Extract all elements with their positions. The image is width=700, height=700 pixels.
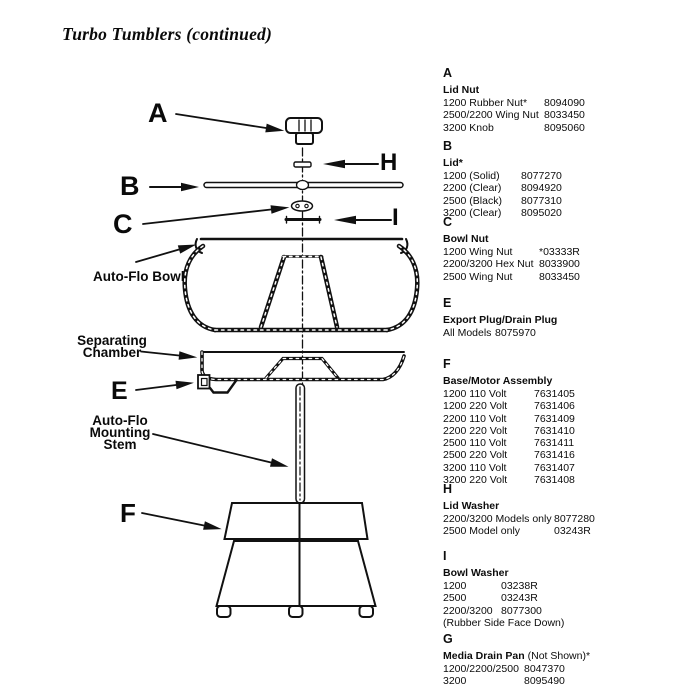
base-motor-part <box>217 503 376 617</box>
part-number: 7631408 <box>534 474 575 487</box>
bowl-nut-part <box>292 201 313 211</box>
parts-section-media-drain-pan <box>443 632 699 688</box>
part-label: 3200 110 Volt <box>443 461 507 474</box>
part-row <box>443 675 699 687</box>
callout-letter-i: I <box>392 204 399 231</box>
part-number: *03333R <box>539 246 580 258</box>
arrow-a <box>176 114 284 132</box>
parts-section-lid-washer <box>443 482 699 538</box>
part-label: 3200 Knob <box>443 121 494 134</box>
parts-section-base-motor <box>443 357 699 486</box>
separating-chamber-label-line1: Separating <box>77 333 147 348</box>
part-number: 7631416 <box>534 449 575 462</box>
part-label: 2500 <box>443 592 467 605</box>
callout-letter-b: B <box>120 171 140 201</box>
lid-knob-part <box>286 118 322 144</box>
part-number: 7631411 <box>534 437 575 450</box>
part-label: 1200 110 Volt <box>443 388 507 400</box>
part-number: 7631407 <box>534 461 575 474</box>
section-heading-suffix: (Not Shown)* <box>524 650 591 662</box>
part-number: 8033900 <box>539 258 580 271</box>
part-row <box>443 413 699 425</box>
part-row <box>443 513 699 525</box>
part-row <box>443 400 699 412</box>
arrow-i <box>334 216 391 224</box>
part-number: 03243R <box>554 525 591 538</box>
part-row <box>443 605 699 617</box>
section-letter: E <box>443 296 452 310</box>
part-label: 2500/2200 Wing Nut <box>443 109 539 122</box>
separating-chamber-part <box>198 352 404 393</box>
export-drain-plug-part <box>198 375 237 393</box>
separating-chamber-label <box>68 335 156 358</box>
part-number: 03243R <box>501 592 538 605</box>
part-number: 8033450 <box>544 109 585 122</box>
part-label: 1200 (Solid) <box>443 170 500 182</box>
parts-section-export-plug <box>443 296 699 339</box>
part-number: 03238R <box>501 580 538 592</box>
part-label: All Models <box>443 327 492 339</box>
part-number: 7631409 <box>534 412 575 425</box>
part-row <box>443 663 699 675</box>
arrow-stem <box>153 434 289 467</box>
part-row <box>443 462 699 474</box>
part-row <box>443 246 699 258</box>
parts-section-lid-nut <box>443 66 699 134</box>
part-label: 2500 220 Volt <box>443 449 508 462</box>
part-number: 8094920 <box>521 182 562 195</box>
part-number: 7631410 <box>534 424 575 437</box>
section-letter: I <box>443 549 447 563</box>
arrow-h <box>323 160 378 169</box>
page-title: Turbo Tumblers (continued) <box>62 24 273 44</box>
section-letter: G <box>443 632 453 646</box>
part-row <box>443 580 699 592</box>
section-letter: B <box>443 139 453 153</box>
callout-letter-a: A <box>148 98 168 128</box>
parts-section-lid <box>443 139 699 219</box>
part-row <box>443 271 699 283</box>
callout-letter-e: E <box>111 377 128 405</box>
section-letter: A <box>443 66 453 80</box>
part-label: 3200 <box>443 675 467 688</box>
mounting-stem-label-line1: Auto-Flo <box>92 413 148 428</box>
part-number: 8077270 <box>521 170 562 182</box>
separating-chamber-label-line2: Chamber <box>82 344 142 360</box>
part-label: 2200/3200 <box>443 604 493 617</box>
section-letter: F <box>443 357 451 371</box>
part-row <box>443 122 699 134</box>
section-heading: Base/Motor Assembly <box>443 375 553 387</box>
arrow-b <box>150 183 199 192</box>
part-label: 1200 Wing Nut <box>443 246 513 258</box>
part-number: 8077280 <box>554 513 595 525</box>
part-label: 2200 220 Volt <box>443 424 508 437</box>
part-label: 1200 <box>443 580 467 592</box>
part-label: 1200/2200/2500 <box>443 663 519 675</box>
part-label: 2500 Wing Nut <box>443 270 513 283</box>
part-label: 2200/3200 Models only <box>443 513 552 525</box>
mounting-stem-label <box>86 415 154 451</box>
part-label: 3200 (Clear) <box>443 206 502 219</box>
part-number: 8094090 <box>544 97 585 109</box>
part-row <box>443 97 699 109</box>
part-row <box>443 449 699 461</box>
part-number: 8075970 <box>495 327 536 339</box>
part-number: 8077310 <box>521 194 562 207</box>
section-heading: Bowl Washer <box>443 567 509 579</box>
part-row <box>443 258 699 270</box>
parts-section-bowl-nut <box>443 215 699 283</box>
lid-part <box>204 181 403 190</box>
section-heading <box>443 650 699 663</box>
arrow-f <box>142 513 222 530</box>
part-number: 7631406 <box>534 400 575 413</box>
section-heading: Lid Nut <box>443 84 480 96</box>
part-label: 2200 110 Volt <box>443 412 507 425</box>
part-row <box>443 437 699 449</box>
arrow-bowl <box>136 245 196 263</box>
arrow-e <box>136 381 194 390</box>
part-number: 8047370 <box>524 663 565 675</box>
section-note: (Rubber Side Face Down) <box>443 616 565 629</box>
part-number: 8095060 <box>544 121 585 134</box>
lid-washer-part <box>294 162 311 167</box>
part-row <box>443 182 699 194</box>
parts-section-bowl-washer <box>443 549 699 629</box>
part-row <box>443 425 699 437</box>
mounting-stem-label-line2: Mounting <box>89 425 151 440</box>
part-label: 1200 Rubber Nut* <box>443 97 528 109</box>
section-heading: Lid Washer <box>443 500 500 512</box>
callout-letter-f: F <box>120 498 136 528</box>
auto-flo-bowl-label: Auto-Flo Bowl <box>93 269 185 284</box>
section-heading: Lid* <box>443 157 463 169</box>
part-row <box>443 327 699 339</box>
section-heading-bold: Media Drain Pan <box>443 650 525 662</box>
section-heading: Export Plug/Drain Plug <box>443 314 558 326</box>
part-row <box>443 109 699 121</box>
part-row <box>443 195 699 207</box>
callout-letter-c: C <box>113 209 133 239</box>
part-number: 8033450 <box>539 270 580 283</box>
part-number: 8095490 <box>524 675 565 688</box>
section-heading: Bowl Nut <box>443 233 489 245</box>
auto-flo-bowl-part <box>185 239 418 330</box>
part-row <box>443 525 699 537</box>
arrow-c <box>143 205 289 224</box>
part-row <box>443 388 699 400</box>
part-label: 1200 220 Volt <box>443 400 508 413</box>
callout-letter-h: H <box>380 149 398 176</box>
part-number: 8095020 <box>521 206 562 219</box>
part-label: 2500 Model only <box>443 525 521 538</box>
part-row <box>443 170 699 182</box>
part-label: 2200 (Clear) <box>443 182 502 195</box>
section-letter: H <box>443 482 453 496</box>
part-label: 2500 (Black) <box>443 194 502 207</box>
mounting-stem-label-line3: Stem <box>103 437 137 452</box>
section-letter: C <box>443 215 453 229</box>
part-number: 8077300 <box>501 604 542 617</box>
part-label: 3200 220 Volt <box>443 474 508 487</box>
part-label: 2500 110 Volt <box>443 437 507 450</box>
part-row <box>443 592 699 604</box>
part-number: 7631405 <box>534 388 575 400</box>
part-label: 2200/3200 Hex Nut <box>443 258 534 271</box>
